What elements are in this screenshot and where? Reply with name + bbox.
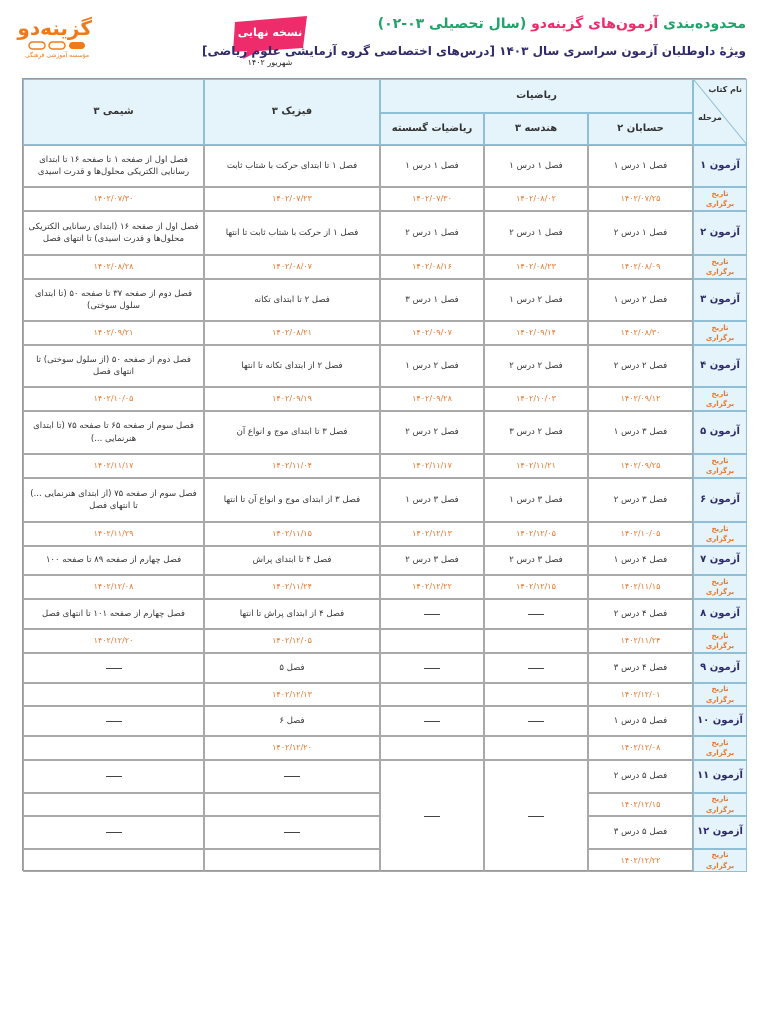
brand-name: گزینه‌دو <box>17 16 92 40</box>
empty-dash <box>284 776 300 777</box>
cell-calc: فصل ۵ درس ۲ <box>588 760 693 793</box>
title-part3: (سال تحصیلی ۰۳-۰۲) <box>377 16 527 32</box>
empty-dash <box>424 614 440 615</box>
row-label: آزمون ۸ <box>693 599 747 629</box>
empty-chem-date <box>23 736 204 760</box>
date-chem: ۱۴۰۲/۱۰/۰۵ <box>23 387 204 411</box>
empty-chem <box>23 653 204 683</box>
date-geom: ۱۴۰۲/۱۱/۲۱ <box>484 454 588 478</box>
cell-disc: فصل ۲ درس ۲ <box>380 411 484 454</box>
cell-disc: فصل ۱ درس ۱ <box>380 145 484 187</box>
date-phys: ۱۴۰۲/۱۱/۱۵ <box>204 522 380 546</box>
cell-phys: فصل ۴ از ابتدای پراش تا انتها <box>204 599 380 629</box>
col-header-chem: شیمی ۳ <box>23 79 204 145</box>
math-group-header: ریاضیات <box>380 79 693 113</box>
cell-phys: فصل ۴ تا ابتدای پراش <box>204 546 380 575</box>
cell-calc: فصل ۵ درس ۳ <box>588 816 693 849</box>
brand-subtitle: مؤسسه آموزشی فرهنگی <box>24 52 90 59</box>
cell-disc: فصل ۳ درس ۲ <box>380 546 484 575</box>
date-calc: ۱۴۰۲/۰۸/۳۰ <box>588 321 693 345</box>
cell-geom: فصل ۲ درس ۳ <box>484 411 588 454</box>
cell-phys: فصل ۶ <box>204 706 380 736</box>
date-label: تاریخ برگزاری <box>693 387 747 411</box>
date-label: تاریخ برگزاری <box>693 736 747 760</box>
page-title <box>378 16 746 32</box>
cell-calc: فصل ۴ درس ۳ <box>588 653 693 683</box>
cell-geom: فصل ۳ درس ۲ <box>484 546 588 575</box>
date-geom: ۱۴۰۲/۰۸/۰۲ <box>484 187 588 211</box>
date-label: تاریخ برگزاری <box>693 454 747 478</box>
empty-dash <box>528 721 544 722</box>
row-label: آزمون ۱۲ <box>693 816 747 849</box>
cell-phys: فصل ۲ از ابتدای تکانه تا انتها <box>204 345 380 387</box>
date-phys: ۱۴۰۲/۰۷/۲۳ <box>204 187 380 211</box>
corner-book-label: نام کتاب <box>708 85 742 94</box>
date-label: تاریخ برگزاری <box>693 321 747 345</box>
cell-chem: فصل دوم از صفحه ۵۰ (از سلول سوختی) تا انتهای فصل <box>23 345 204 387</box>
cell-chem: فصل سوم از صفحه ۷۵ (از ابتدای هنرنمایی ...) تا انتهای فصل <box>23 478 204 522</box>
date-phys: ۱۴۰۲/۱۲/۰۵ <box>204 629 380 653</box>
title-part1: محدوده‌بندی <box>663 16 746 32</box>
date-label: تاریخ برگزاری <box>693 629 747 653</box>
cell-disc: فصل ۳ درس ۱ <box>380 478 484 522</box>
cell-phys: فصل ۱ تا ابتدای حرکت با شتاب ثابت <box>204 145 380 187</box>
date-label: تاریخ برگزاری <box>693 522 747 546</box>
row-label: آزمون ۱۱ <box>693 760 747 793</box>
col-header-disc: ریاضیات گسسته <box>380 113 484 145</box>
cell-chem: فصل اول از صفحه ۱ تا صفحه ۱۶ تا ابتدای رسانایی الکتریکی محلول‌ها و قدرت اسیدی <box>23 145 204 187</box>
date-geom: ۱۴۰۲/۰۸/۲۳ <box>484 255 588 279</box>
cell-calc: فصل ۳ درس ۱ <box>588 411 693 454</box>
date-calc: ۱۴۰۲/۱۰/۰۵ <box>588 522 693 546</box>
cell-calc: فصل ۵ درس ۱ <box>588 706 693 736</box>
date-phys: ۱۴۰۲/۱۲/۱۳ <box>204 683 380 706</box>
empty-dash <box>106 668 122 669</box>
date-geom: ۱۴۰۲/۰۹/۱۴ <box>484 321 588 345</box>
date-disc: ۱۴۰۲/۰۹/۰۷ <box>380 321 484 345</box>
date-phys: ۱۴۰۲/۱۱/۰۴ <box>204 454 380 478</box>
cell-phys: فصل ۳ از ابتدای موج و انواع آن تا انتها <box>204 478 380 522</box>
cell-phys: فصل ۳ تا ابتدای موج و انواع آن <box>204 411 380 454</box>
badge-date: شهریور ۱۴۰۲ <box>247 58 293 67</box>
empty-chem-date <box>23 793 204 816</box>
cell-chem: فصل چهارم از صفحه ۱۰۱ تا انتهای فصل <box>23 599 204 629</box>
cell-geom: فصل ۳ درس ۱ <box>484 478 588 522</box>
row-label: آزمون ۴ <box>693 345 747 387</box>
empty-phys-date <box>204 849 380 872</box>
cell-disc: فصل ۲ درس ۱ <box>380 345 484 387</box>
empty-dash <box>528 816 544 817</box>
empty-dash <box>106 776 122 777</box>
brand-logo <box>17 16 92 66</box>
cell-calc: فصل ۴ درس ۲ <box>588 599 693 629</box>
empty-phys <box>204 816 380 849</box>
cell-chem: فصل اول از صفحه ۱۶ (ابتدای رسانایی الکتریکی محلول‌ها و قدرت اسیدی) تا انتهای فصل <box>23 211 204 255</box>
empty-dash <box>528 614 544 615</box>
cell-disc: فصل ۱ درس ۲ <box>380 211 484 255</box>
empty-phys-date <box>204 793 380 816</box>
date-phys: ۱۴۰۲/۱۲/۲۰ <box>204 736 380 760</box>
empty-dash <box>424 721 440 722</box>
cell-phys: فصل ۲ تا ابتدای تکانه <box>204 279 380 321</box>
empty-dash <box>424 816 440 817</box>
cell-calc: فصل ۱ درس ۲ <box>588 211 693 255</box>
date-chem: ۱۴۰۲/۰۹/۲۱ <box>23 321 204 345</box>
empty-chem-date <box>23 683 204 706</box>
date-disc: ۱۴۰۲/۱۱/۱۷ <box>380 454 484 478</box>
date-disc: ۱۴۰۲/۰۷/۳۰ <box>380 187 484 211</box>
schedule-table <box>22 78 746 871</box>
empty-geom-date <box>484 736 588 760</box>
row-label: آزمون ۲ <box>693 211 747 255</box>
date-label: تاریخ برگزاری <box>693 683 747 706</box>
cell-chem: فصل چهارم از صفحه ۸۹ تا صفحه ۱۰۰ <box>23 546 204 575</box>
cell-phys: فصل ۱ از حرکت با شتاب ثابت تا انتها <box>204 211 380 255</box>
brand-pills-icon <box>28 41 86 51</box>
empty-disc-date <box>380 629 484 653</box>
cell-chem: فصل دوم از صفحه ۳۷ تا صفحه ۵۰ (تا ابتدای سلول سوختی) <box>23 279 204 321</box>
date-disc: ۱۴۰۲/۰۹/۲۸ <box>380 387 484 411</box>
cell-geom: فصل ۲ درس ۲ <box>484 345 588 387</box>
date-label: تاریخ برگزاری <box>693 849 747 872</box>
empty-dash <box>284 832 300 833</box>
corner-cell <box>693 79 747 145</box>
col-header-geom: هندسه ۳ <box>484 113 588 145</box>
cell-calc: فصل ۱ درس ۱ <box>588 145 693 187</box>
date-phys: ۱۴۰۲/۰۸/۰۷ <box>204 255 380 279</box>
empty-dash <box>106 721 122 722</box>
date-calc: ۱۴۰۲/۱۲/۰۱ <box>588 683 693 706</box>
title-part2: آزمون‌های گزینه‌دو <box>531 16 659 32</box>
row-label: آزمون ۱ <box>693 145 747 187</box>
cell-geom: فصل ۲ درس ۱ <box>484 279 588 321</box>
cell-phys: فصل ۵ <box>204 653 380 683</box>
empty-chem <box>23 706 204 736</box>
date-label: تاریخ برگزاری <box>693 575 747 599</box>
empty-dash <box>424 668 440 669</box>
date-chem: ۱۴۰۲/۱۲/۰۸ <box>23 575 204 599</box>
empty-chem <box>23 760 204 793</box>
empty-chem <box>23 816 204 849</box>
empty-disc-merged <box>380 760 484 872</box>
date-label: تاریخ برگزاری <box>693 793 747 816</box>
empty-phys <box>204 760 380 793</box>
empty-geom-date <box>484 683 588 706</box>
page-header <box>0 0 768 78</box>
date-phys: ۱۴۰۲/۰۸/۲۱ <box>204 321 380 345</box>
row-label: آزمون ۱۰ <box>693 706 747 736</box>
row-label: آزمون ۵ <box>693 411 747 454</box>
cell-geom: فصل ۱ درس ۲ <box>484 211 588 255</box>
date-calc: ۱۴۰۲/۰۹/۲۵ <box>588 454 693 478</box>
empty-disc-date <box>380 683 484 706</box>
date-disc: ۱۴۰۲/۱۲/۲۲ <box>380 575 484 599</box>
row-label: آزمون ۹ <box>693 653 747 683</box>
date-chem: ۱۴۰۲/۱۱/۱۷ <box>23 454 204 478</box>
date-geom: ۱۴۰۲/۱۰/۰۳ <box>484 387 588 411</box>
row-label: آزمون ۷ <box>693 546 747 575</box>
date-calc: ۱۴۰۲/۱۱/۱۵ <box>588 575 693 599</box>
date-geom: ۱۴۰۲/۱۲/۱۵ <box>484 575 588 599</box>
corner-diagonal <box>694 80 747 145</box>
cell-calc: فصل ۲ درس ۱ <box>588 279 693 321</box>
row-label: آزمون ۳ <box>693 279 747 321</box>
date-label: تاریخ برگزاری <box>693 187 747 211</box>
cell-calc: فصل ۴ درس ۱ <box>588 546 693 575</box>
empty-geom <box>484 706 588 736</box>
cell-geom: فصل ۱ درس ۱ <box>484 145 588 187</box>
empty-geom <box>484 599 588 629</box>
date-label: تاریخ برگزاری <box>693 255 747 279</box>
date-calc: ۱۴۰۲/۱۱/۲۴ <box>588 629 693 653</box>
empty-dash <box>106 832 122 833</box>
date-calc: ۱۴۰۲/۱۲/۱۵ <box>588 793 693 816</box>
date-calc: ۱۴۰۲/۱۲/۰۸ <box>588 736 693 760</box>
row-label: آزمون ۶ <box>693 478 747 522</box>
date-disc: ۱۴۰۲/۱۲/۱۳ <box>380 522 484 546</box>
date-geom: ۱۴۰۲/۱۲/۰۵ <box>484 522 588 546</box>
col-header-calc: حسابان ۲ <box>588 113 693 145</box>
date-calc: ۱۴۰۲/۰۸/۰۹ <box>588 255 693 279</box>
cell-calc: فصل ۳ درس ۲ <box>588 478 693 522</box>
empty-disc <box>380 653 484 683</box>
empty-geom-date <box>484 629 588 653</box>
empty-disc <box>380 599 484 629</box>
cell-disc: فصل ۱ درس ۳ <box>380 279 484 321</box>
page-subtitle: ویژهٔ داوطلبان آزمون سراسری سال ۱۴۰۳ [درس‌های اختصاصی گروه آزمایشی علوم ریاضی] <box>202 44 746 58</box>
col-header-phys: فیزیک ۳ <box>204 79 380 145</box>
empty-dash <box>528 668 544 669</box>
empty-chem-date <box>23 849 204 872</box>
empty-geom-merged <box>484 760 588 872</box>
date-calc: ۱۴۰۲/۰۹/۱۲ <box>588 387 693 411</box>
date-phys: ۱۴۰۲/۰۹/۱۹ <box>204 387 380 411</box>
date-disc: ۱۴۰۲/۰۸/۱۶ <box>380 255 484 279</box>
cell-calc: فصل ۲ درس ۲ <box>588 345 693 387</box>
date-calc: ۱۴۰۲/۰۷/۲۵ <box>588 187 693 211</box>
corner-stage-label: مرحله <box>698 113 722 122</box>
badge-label: نسخه نهایی <box>237 26 303 39</box>
date-chem: ۱۴۰۲/۱۱/۲۹ <box>23 522 204 546</box>
date-phys: ۱۴۰۲/۱۱/۲۴ <box>204 575 380 599</box>
empty-disc-date <box>380 736 484 760</box>
date-chem: ۱۴۰۲/۰۷/۳۰ <box>23 187 204 211</box>
date-chem: ۱۴۰۲/۱۲/۲۰ <box>23 629 204 653</box>
empty-geom <box>484 653 588 683</box>
cell-chem: فصل سوم از صفحه ۶۵ تا صفحه ۷۵ (تا ابتدای هنرنمایی ...) <box>23 411 204 454</box>
empty-disc <box>380 706 484 736</box>
date-calc: ۱۴۰۲/۱۲/۲۲ <box>588 849 693 872</box>
date-chem: ۱۴۰۲/۰۸/۲۸ <box>23 255 204 279</box>
